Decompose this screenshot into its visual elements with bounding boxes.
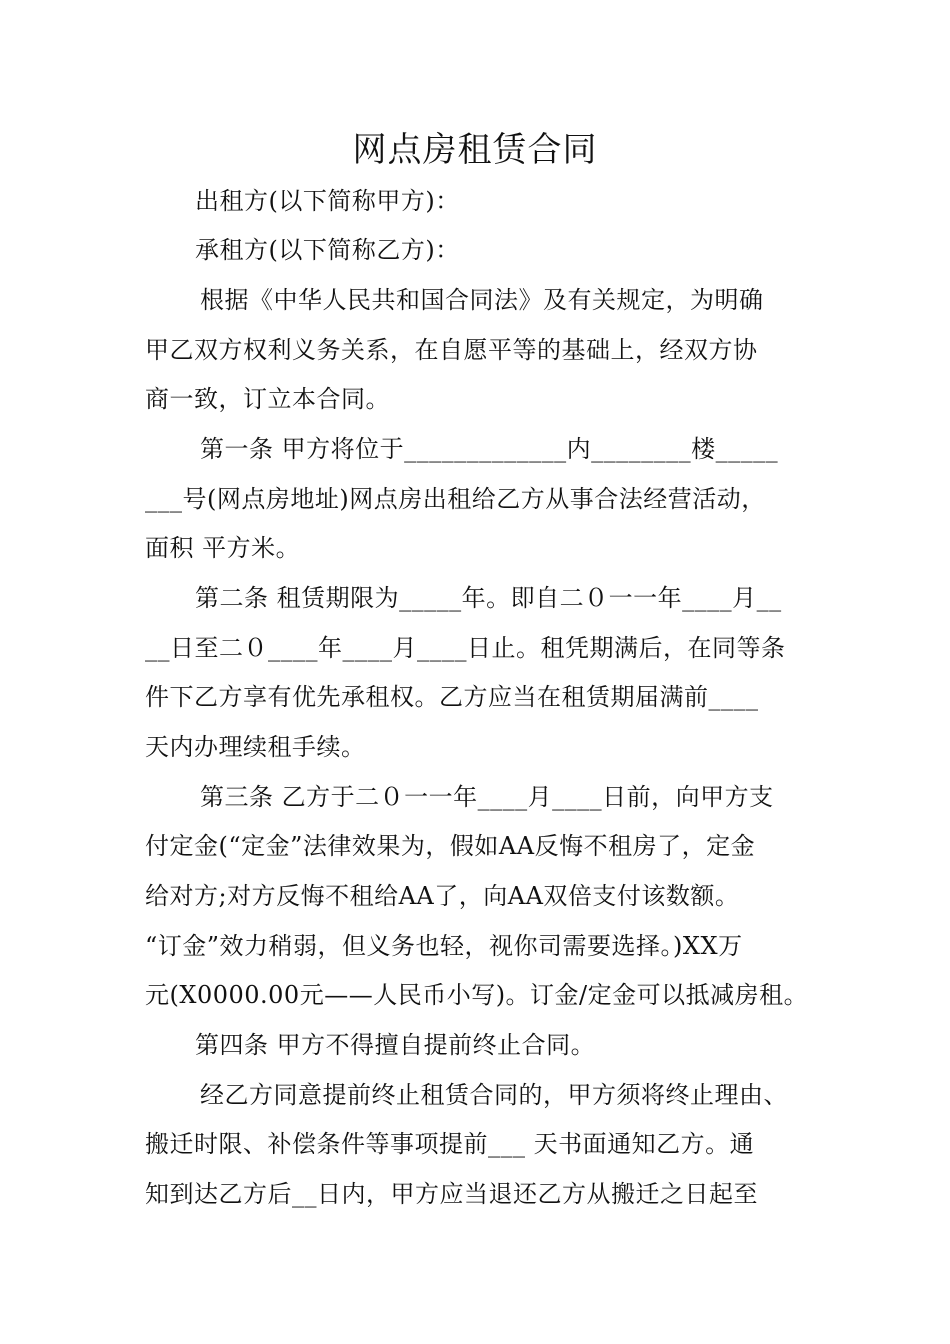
- article-3-line-2: 付定金(“定金”法律效果为，假如AA反悔不租房了，定金: [145, 832, 756, 860]
- article-3-line-3: 给对方;对方反悔不租给AA了，向AA双倍支付该数额。: [145, 882, 740, 910]
- termination-line-3: 知到达乙方后__日内，甲方应当退还乙方从搬迁之日起至: [145, 1180, 758, 1208]
- preamble-line-3: 商一致，订立本合同。: [145, 385, 390, 413]
- termination-line-2: 搬迁时限、补偿条件等事项提前___ 天书面通知乙方。通: [145, 1130, 755, 1158]
- preamble-line-1: 根据《中华人民共和国合同法》及有关规定，为明确: [200, 286, 764, 314]
- article-3-line-4: “订金”效力稍弱，但义务也轻，视你司需要选择。)XX万: [145, 932, 743, 960]
- lessor-line: 出租方(以下简称甲方)：: [195, 187, 460, 215]
- article-3-line-5: 元(X0000.00元——人民币小写)。订金/定金可以抵减房租。: [145, 981, 809, 1009]
- article-4-line-1: 第四条 甲方不得擅自提前终止合同。: [195, 1031, 596, 1059]
- preamble-line-2: 甲乙双方权利义务关系，在自愿平等的基础上，经双方协: [145, 336, 758, 364]
- lessee-line: 承租方(以下简称乙方)：: [195, 236, 460, 264]
- article-2-line-3: 件下乙方享有优先承租权。乙方应当在租赁期届满前____: [145, 683, 759, 711]
- article-1-line-1: 第一条 甲方将位于_____________内________楼_____: [200, 435, 779, 463]
- article-3-line-1: 第三条 乙方于二０一一年____月____日前，向甲方支: [200, 783, 774, 811]
- article-2-line-2: __日至二０____年____月____日止。租凭期满后，在同等条: [145, 634, 786, 662]
- article-2-line-4: 天内办理续租手续。: [145, 733, 366, 761]
- document-title: 网点房租赁合同: [352, 130, 598, 170]
- article-2-line-1: 第二条 租赁期限为_____年。即自二０一一年____月__: [195, 584, 782, 612]
- article-1-line-2: ___号(网点房地址)网点房出租给乙方从事合法经营活动，: [145, 485, 766, 513]
- article-1-line-3: 面积 平方米。: [145, 534, 301, 562]
- termination-line-1: 经乙方同意提前终止租赁合同的，甲方须将终止理由、: [200, 1081, 788, 1109]
